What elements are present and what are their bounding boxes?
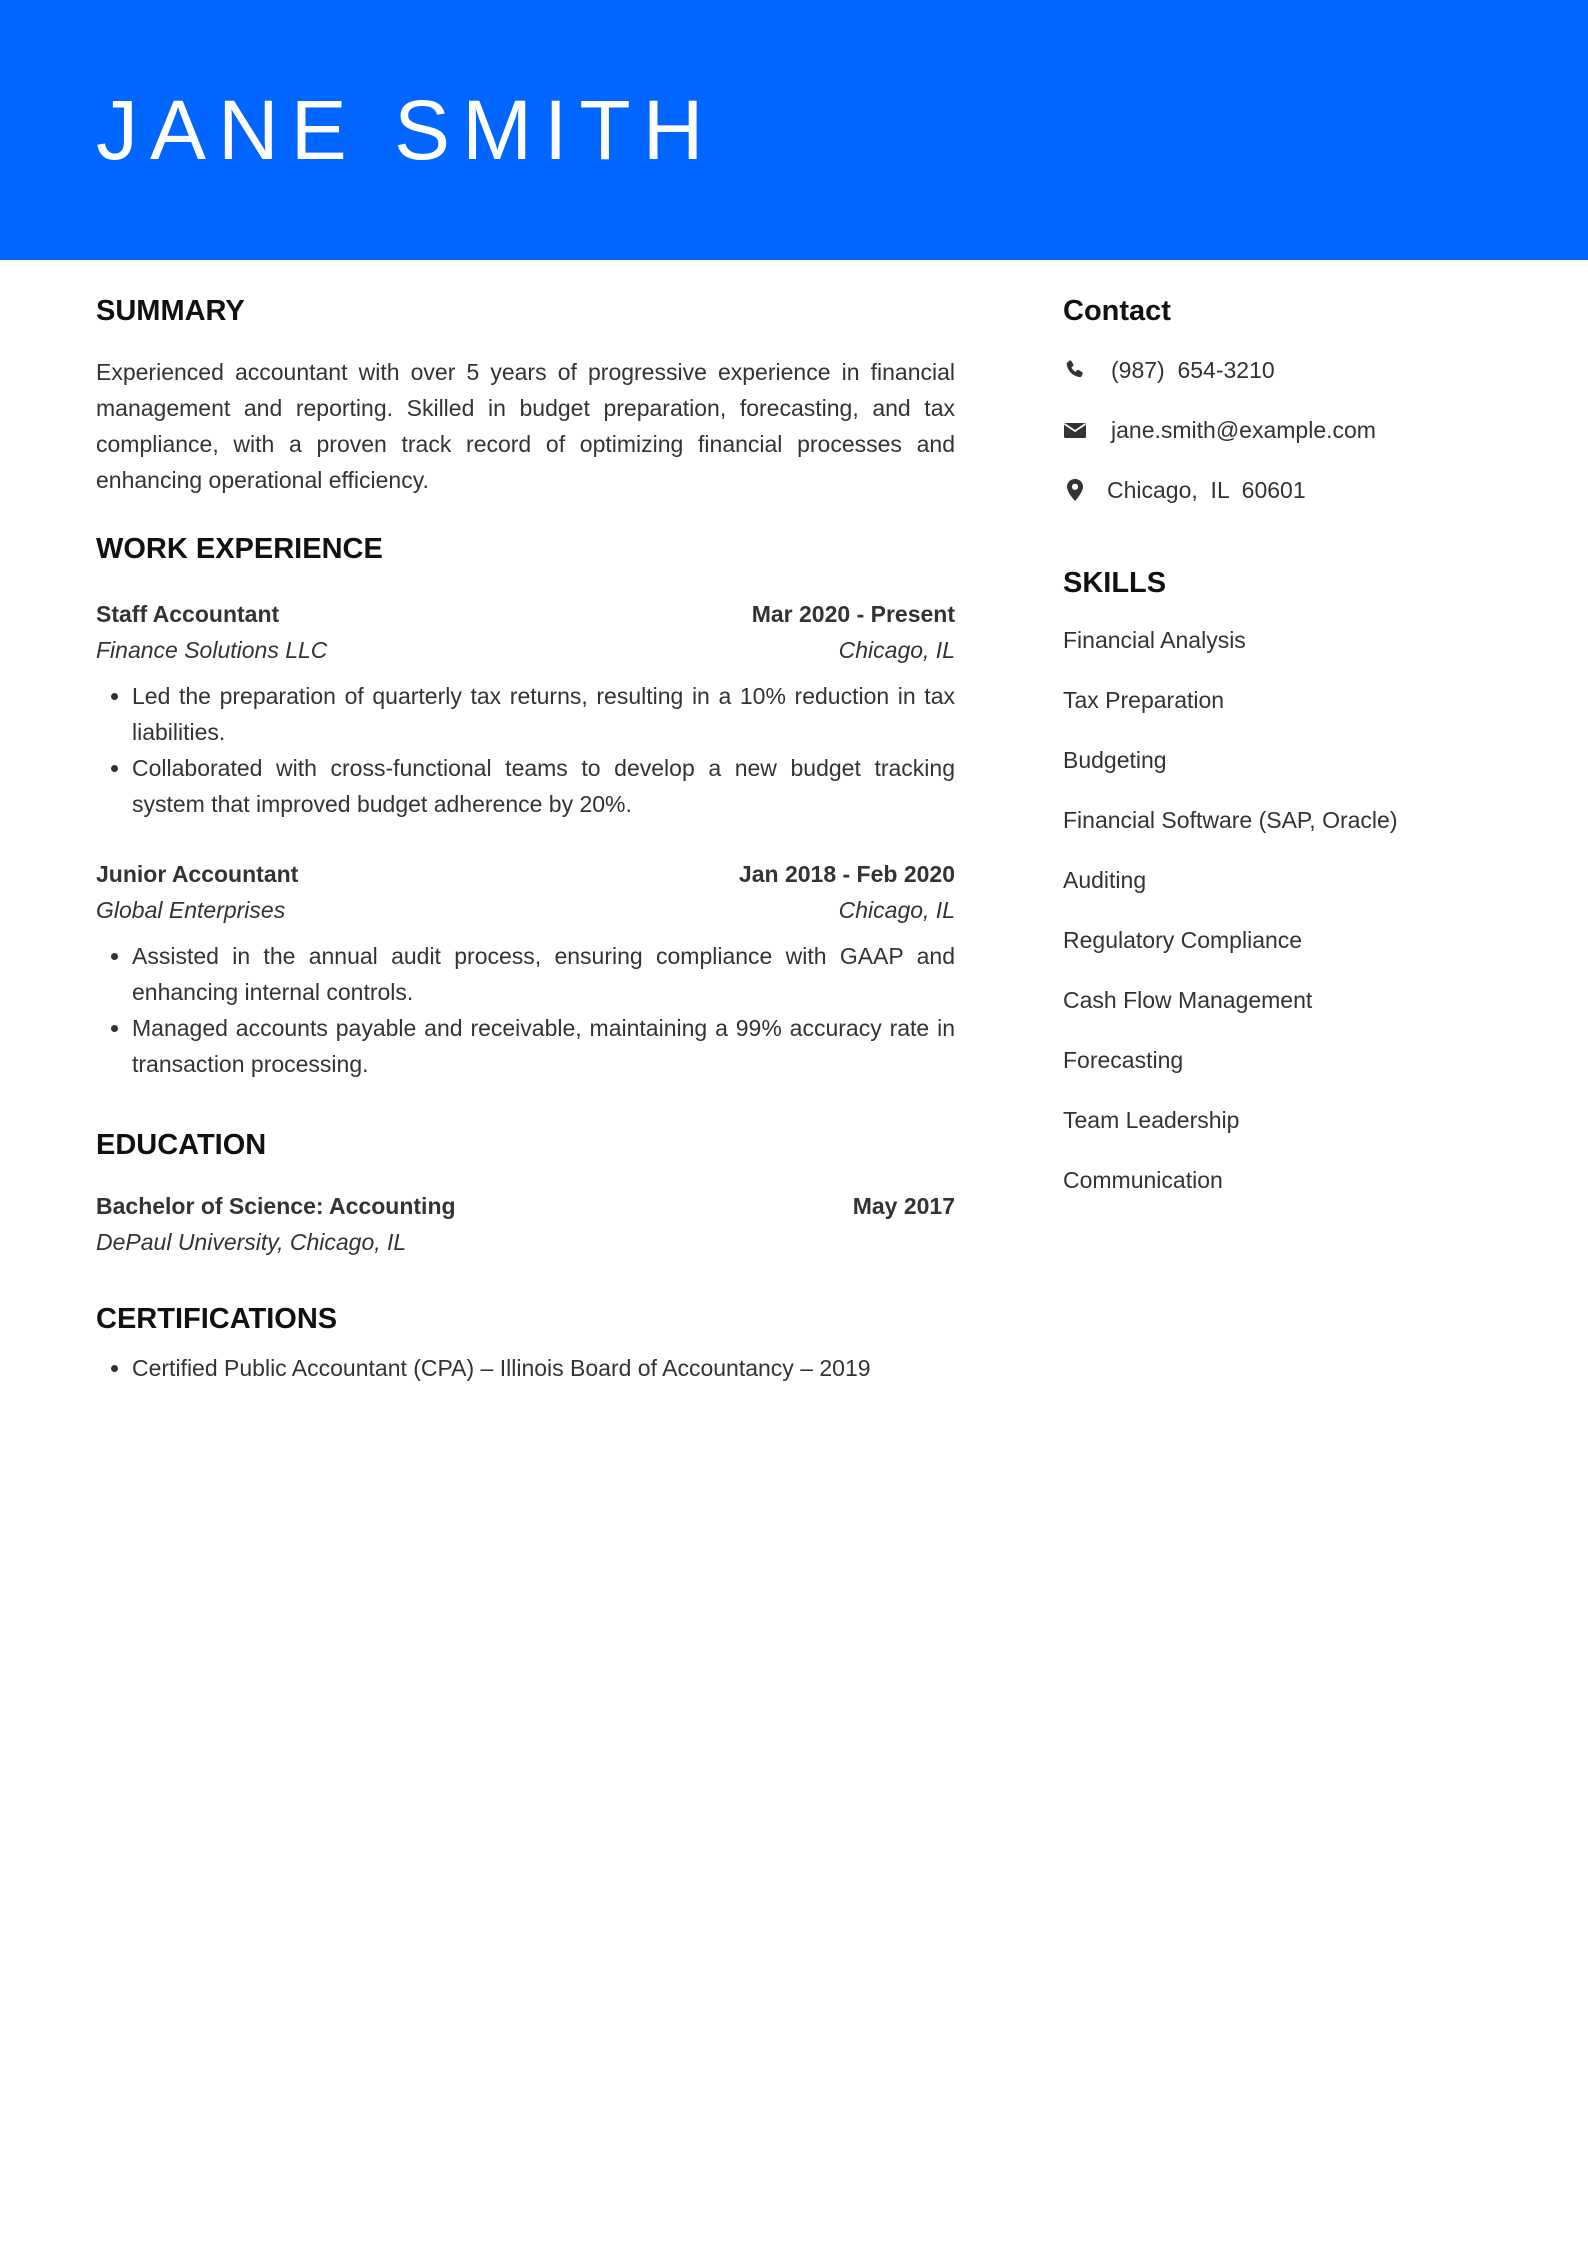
skills-heading: SKILLS (1063, 567, 1167, 599)
certification-list (96, 1350, 955, 1386)
job-company: Finance Solutions LLC (96, 637, 328, 663)
job-bullets (96, 678, 955, 822)
contact-email-text: jane.smith@example.com (1111, 416, 1376, 443)
phone-icon (1063, 358, 1087, 382)
work-experience-heading: WORK EXPERIENCE (96, 533, 383, 565)
certifications-section (96, 1298, 955, 1386)
job-dates: Jan 2018 - Feb 2020 (738, 861, 955, 887)
degree: Bachelor of Science: Accounting (96, 1193, 456, 1219)
main-column (96, 290, 955, 1386)
job-location: Chicago, IL (838, 897, 955, 923)
contact-phone (1063, 352, 1493, 388)
job-bullet: • Assisted in the annual audit process, ensuring compliance with GAAP and enhancing internal controls. (132, 938, 955, 1010)
education-entry (96, 1188, 955, 1260)
skill-item: Budgeting (1063, 747, 1167, 773)
job-dates: Mar 2020 - Present (751, 601, 955, 627)
contact-phone-text: (987) 654-3210 (1111, 356, 1275, 383)
skill-item: Regulatory Compliance (1063, 927, 1303, 953)
candidate-name: JANE SMITH (96, 83, 716, 177)
job-company: Global Enterprises (96, 897, 286, 923)
skill-item: Financial Analysis (1063, 627, 1246, 653)
education-section (96, 1124, 955, 1260)
job-bullet: • Managed accounts payable and receivable, maintaining a 99% accuracy rate in transaction processing. (132, 1010, 955, 1082)
summary-text: Experienced accountant with over 5 years of progressive experience in financial management and reporting. Skilled in budget preparation, forecasting, and tax compliance, with a proven track record of optimizing financial processes and enhancing operational efficiency. (96, 359, 955, 493)
envelope-icon (1063, 418, 1087, 442)
skill-item: Tax Preparation (1063, 687, 1225, 713)
summary-heading: SUMMARY (96, 295, 245, 327)
contact-location-text: Chicago, IL 60601 (1107, 476, 1306, 503)
skill-item: Auditing (1063, 867, 1147, 893)
work-experience-section (96, 528, 955, 1082)
job-role: Staff Accountant (96, 601, 280, 627)
school: DePaul University, Chicago, IL (96, 1229, 407, 1255)
skill-item: Financial Software (SAP, Oracle) (1063, 807, 1398, 833)
skill-item: Communication (1063, 1167, 1223, 1193)
job-entry (96, 856, 955, 1082)
contact-list (1063, 352, 1493, 508)
contact-location (1063, 472, 1493, 508)
job-bullet: • Collaborated with cross-functional teams to develop a new budget tracking system that improved budget adherence by 20%. (132, 750, 955, 822)
job-entry (96, 596, 955, 822)
job-bullet: • Led the preparation of quarterly tax returns, resulting in a 10% reduction in tax liabilities. (132, 678, 955, 750)
certification-item: • Certified Public Accountant (CPA) – Illinois Board of Accountancy – 2019 (132, 1350, 955, 1386)
sidebar-column (1063, 290, 1493, 1222)
contact-email (1063, 412, 1493, 448)
skill-item: Team Leadership (1063, 1107, 1240, 1133)
map-pin-icon (1063, 478, 1087, 502)
skills-list (1063, 622, 1493, 1198)
education-heading: EDUCATION (96, 1129, 267, 1161)
job-location: Chicago, IL (838, 637, 955, 663)
certifications-heading: CERTIFICATIONS (96, 1303, 338, 1335)
skill-item: Cash Flow Management (1063, 987, 1313, 1013)
job-role: Junior Accountant (96, 861, 299, 887)
contact-heading: Contact (1063, 295, 1171, 327)
header-banner (0, 0, 1588, 260)
skill-item: Forecasting (1063, 1047, 1184, 1073)
graduation-date: May 2017 (852, 1193, 955, 1219)
job-bullets (96, 938, 955, 1082)
